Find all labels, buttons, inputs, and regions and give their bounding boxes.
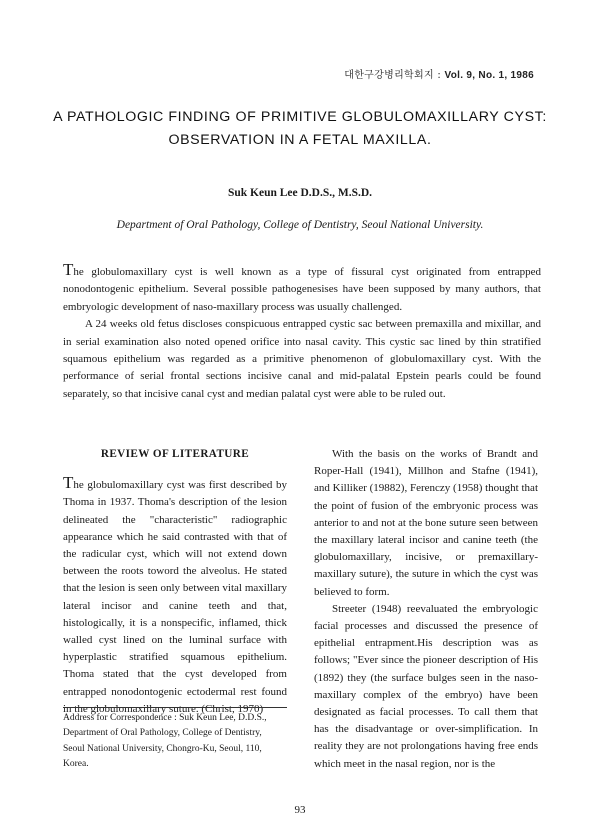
left-column <box>63 446 287 718</box>
dropcap: T <box>63 473 74 493</box>
correspondence-footnote <box>63 711 287 773</box>
journal-citation: Vol. 9, No. 1, 1986 <box>444 70 534 81</box>
affiliation: Department of Oral Pathology, College of Dentistry, Seoul National University. <box>116 219 484 231</box>
right-paragraph-1: With the basis on the works of Brandt and Roper-Hall (1941), Millhon and Stafne (1941), and Killiker (19882), Ferenczy (1958) thought that the point of fusion of the embryonic process was anterior to and not at the bone suture seen between the maxillary lateral incisor and canine teeth (the globulomaxillary, incisive, or premaxillary-maxillary suture), the suture in which the cyst was believed to form. <box>314 448 538 598</box>
page-number: 93 <box>294 804 306 816</box>
footnote-divider <box>63 707 287 708</box>
dropcap: T <box>63 260 74 279</box>
journal-header <box>344 66 534 81</box>
footnote-line-3: Seoul National University, Chongro-Ku, Seoul, 110, <box>63 743 262 754</box>
footnote-line-2: Department of Oral Pathology, College of Dentistry, <box>63 728 262 739</box>
article-title <box>0 106 600 152</box>
right-paragraph-2: Streeter (1948) reevaluated the embryologic facial processes and discussed the presence of epithelial entrapment.His description was as follows; "Ever since the pioneer description of His (1892) they (the surface bulges seen in the naso-maxillary complex of the embryo) have been designated as facial processes. To call them that has the disadvantage or over-simplification. In reality they are not prolongations having free ends which meet in the nasal region, nor is the <box>314 602 538 770</box>
author-line: Suk Keun Lee D.D.S., M.S.D. <box>227 187 373 199</box>
review-paragraph-1 <box>63 473 287 718</box>
right-column <box>314 446 538 773</box>
article-title-line-1: A PATHOLOGIC FINDING OF PRIMITIVE GLOBULOMAXILLARY CYST: <box>53 109 547 125</box>
footnote-line-1: Address for Correspondence : Suk Keun Lee, D.D.S., <box>63 713 267 723</box>
journal-name-korean: 대한구강병리학회지 <box>344 70 434 81</box>
article-title-line-2: OBSERVATION IN A FETAL MAXILLA. <box>168 132 432 148</box>
abstract-paragraph-1-text: he globulomaxillary cyst is well known as a type of fissural cyst originated from entrapped nonodontogenic epithelium. Several possible pathogenesises have been supposed by many authors, that embryologic development of naso-maxillary process was usually challenged. <box>63 266 541 313</box>
footnote-line-4: Korea. <box>63 759 89 770</box>
abstract-paragraph-1 <box>63 260 541 316</box>
abstract <box>63 260 541 403</box>
header-separator: : <box>437 70 445 81</box>
abstract-paragraph-2: A 24 weeks old fetus discloses conspicuous entrapped cystic sac between premaxilla and mixillar, and in serial examination also noted opened orifice into nasal cavity. This cystic sac lined by thin stratified squamous epithelium was regarded as a primitive phenomenon of globulomaxillary cyst. With the performance of serial frontal sections incisive canal and mid-palatal Epstein pearls could be found separately, so that incisive canal cyst and median palatal cyst were able to be ruled out. <box>63 318 541 400</box>
review-paragraph-1-text: he globulomaxillary cyst was first described by Thoma in 1937. Thoma's description of the lesion delineated the "characteristic" radiographic appearance which he said contrasted with that of the radicular cyst, which will not extend down between the roots toword the alveolus. He stated that the lesion is seen only between vital maxillary lateral incisor and canine teeth and that, histologically, it is a nonspecific, inflamed, thick walled cyst lined on the luminal surface with hyperplastic stratified squamous epithelium. Thoma stated that the cyst developed from entrapped nonodontogenic ectodermal rest found in the globulomaxillary suture. (Christ, 1970) <box>63 479 287 715</box>
section-heading: REVIEW OF LITERATURE <box>100 448 250 460</box>
